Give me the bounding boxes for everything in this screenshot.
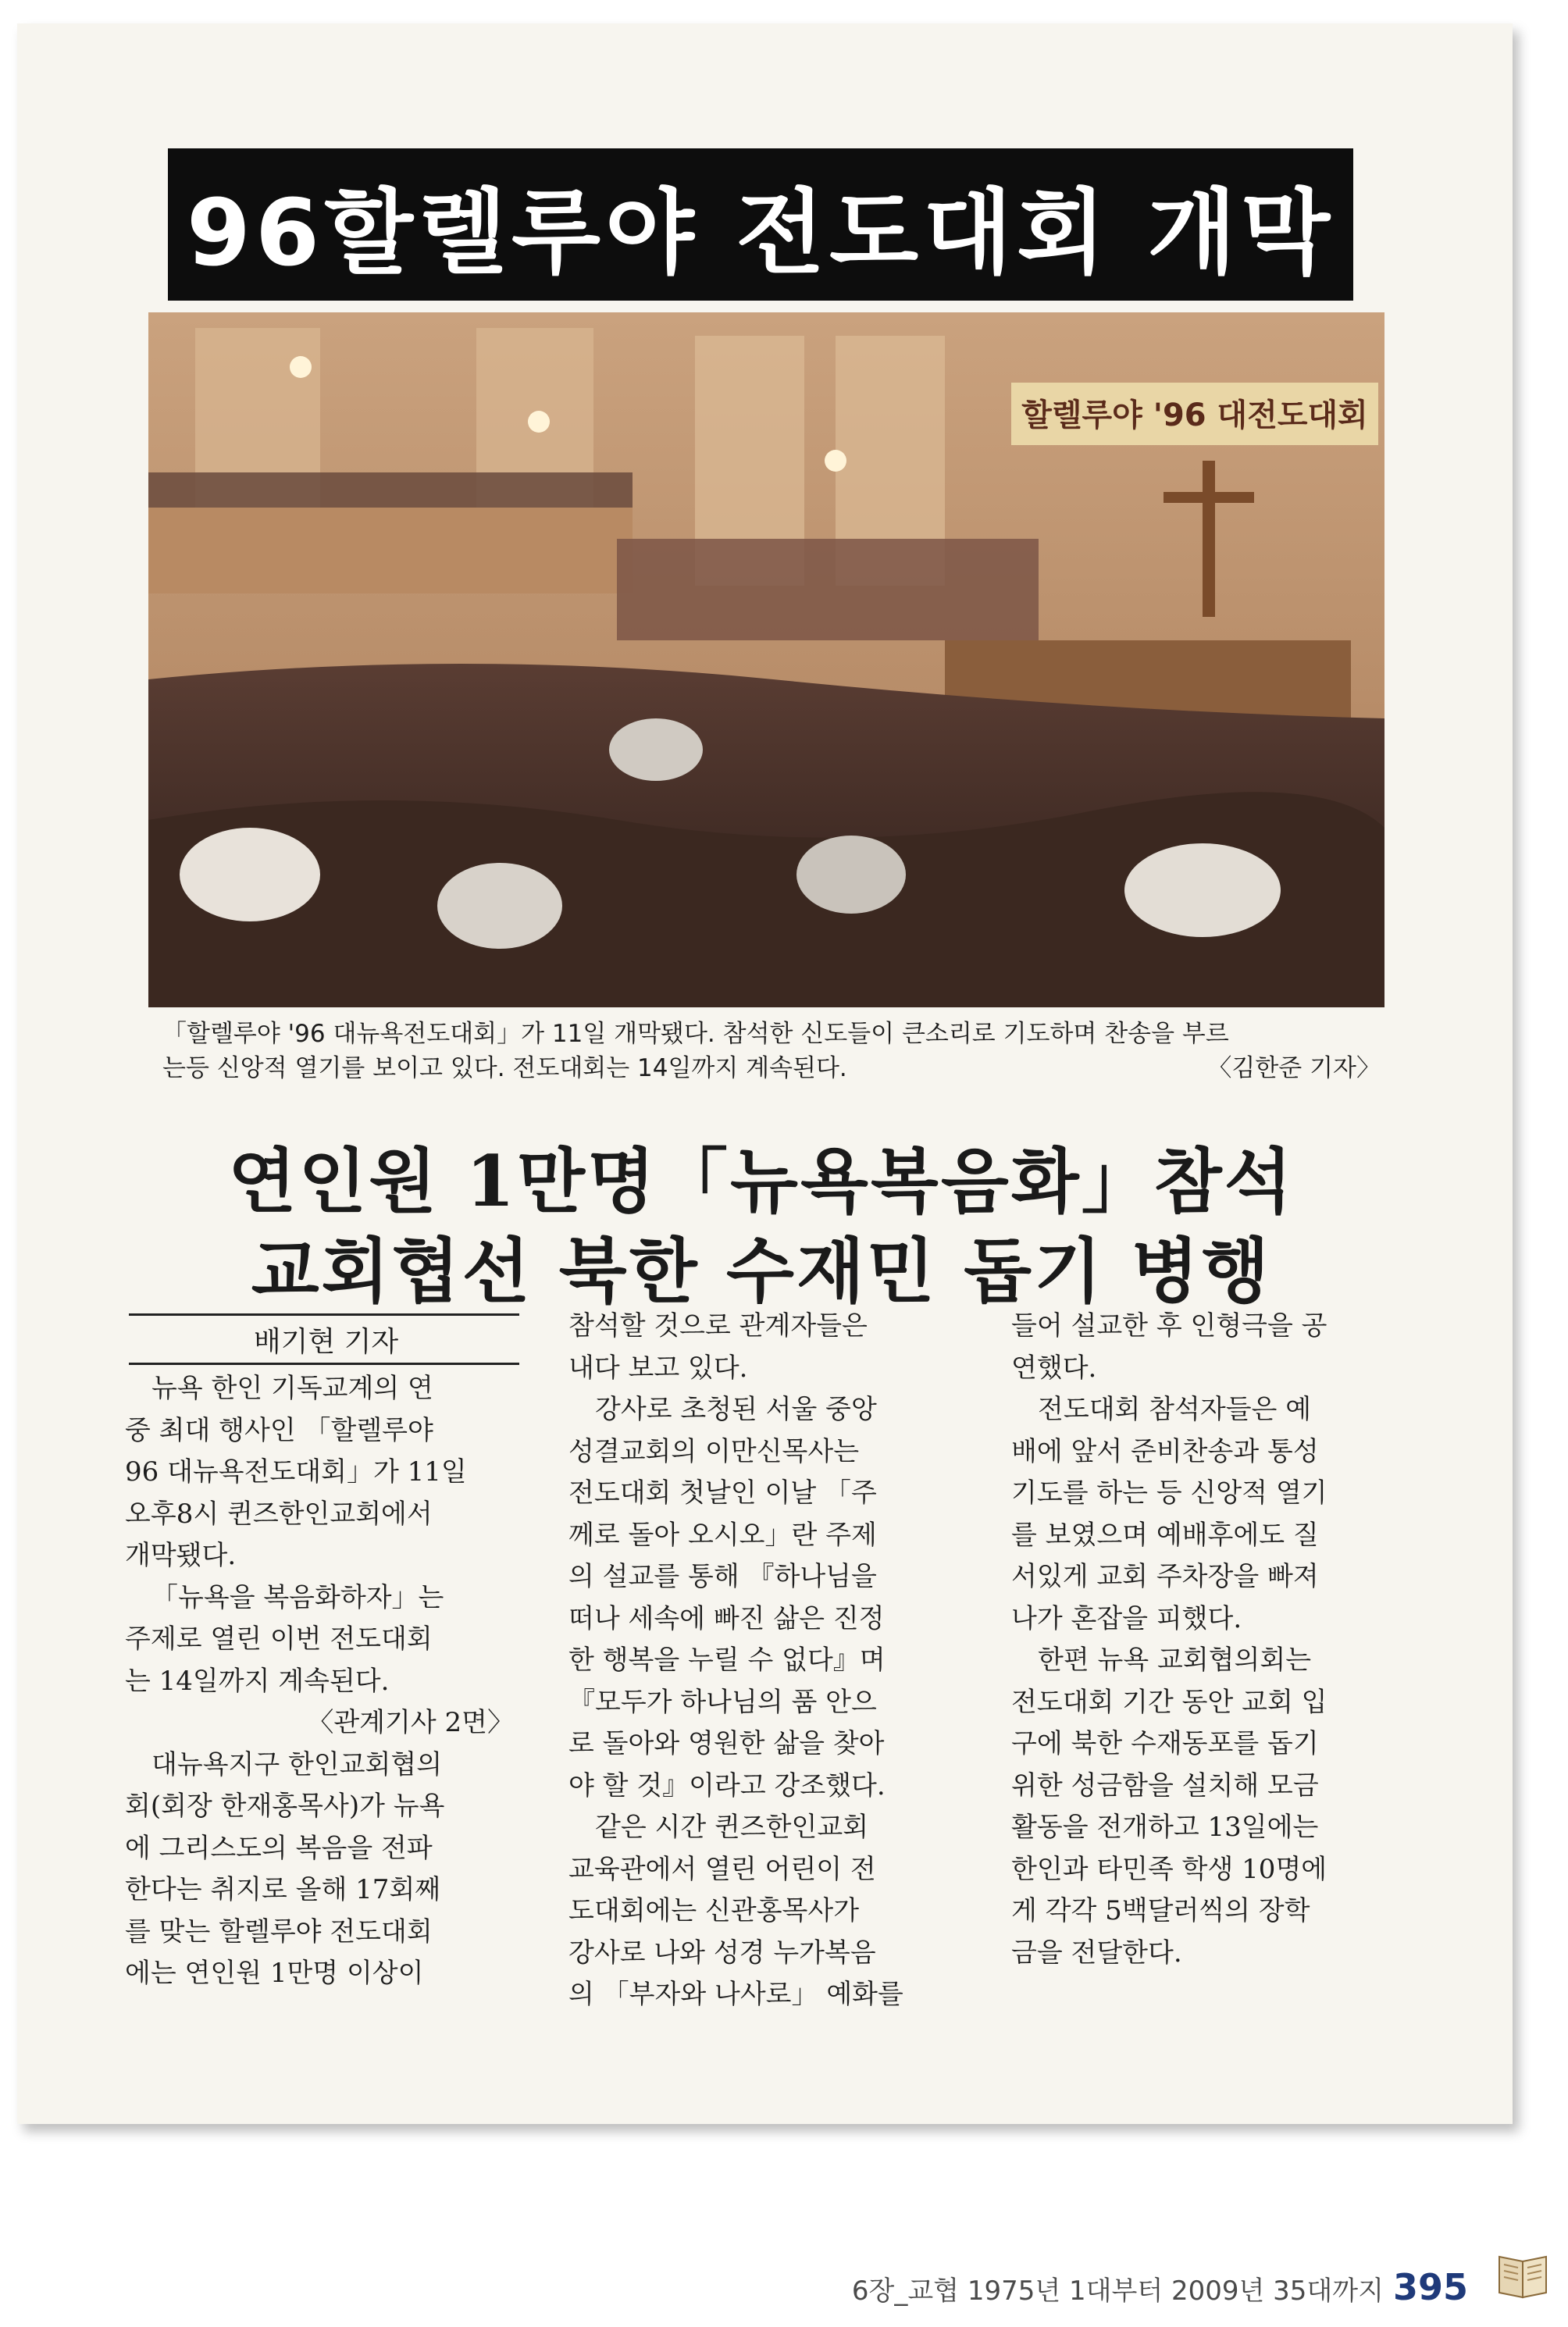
- text-line: 를 맞는 할렐루야 전도대회: [125, 1915, 433, 1947]
- headline-bar: [168, 148, 1353, 301]
- text-line: 에는 연인원 1만명 이상이: [125, 1958, 424, 1989]
- text-line: 한인과 타민족 학생 10명에: [1011, 1853, 1327, 1885]
- text-line: 성결교회의 이만신목사는: [568, 1435, 860, 1467]
- divider: [129, 1363, 519, 1365]
- photo-banner-text: 할렐루야 '96 대전도대회: [1021, 397, 1368, 433]
- text-line: 의 설교를 통해 『하나님을: [568, 1561, 877, 1592]
- text-line: 활동을 전개하고 13일에는: [1011, 1812, 1319, 1843]
- church-congregation-photo: [148, 312, 1384, 1007]
- text-line: 구에 북한 수재동포를 돕기: [1011, 1728, 1319, 1759]
- text-line: 96 대뉴욕전도대회」가 11일: [125, 1456, 467, 1488]
- subheadline: 연인원 1만명「뉴욕복음화」참석: [228, 1140, 1295, 1223]
- article-column-1: [125, 1368, 522, 1995]
- text-line: 교육관에서 열린 어린이 전: [568, 1853, 876, 1885]
- text-line: 나가 혼잡을 피했다.: [1011, 1602, 1242, 1634]
- page-number: 395: [1392, 2266, 1468, 2308]
- text-line: 연했다.: [1011, 1352, 1097, 1384]
- chapter-label: 6장_교협 1975년 1대부터 2009년 35대까지: [851, 2275, 1384, 2307]
- text-line: 들어 설교한 후 인형극을 공: [1011, 1310, 1327, 1342]
- text-line: 뉴욕 한인 기독교계의 연: [151, 1373, 433, 1404]
- text-line: 야 할 것』이라고 강조했다.: [568, 1769, 886, 1801]
- caption-line: 는등 신앙적 열기를 보이고 있다. 전도대회는 14일까지 계속된다.: [162, 1054, 847, 1082]
- text-line: 중 최대 행사인 「할렐루야: [125, 1414, 433, 1446]
- subheadline: 교회협선 북한 수재민 돕기 병행: [251, 1230, 1272, 1313]
- text-line: 「뉴욕을 복음화하자」는: [151, 1581, 444, 1613]
- text-line: 한편 뉴욕 교회협의회는: [1038, 1645, 1312, 1676]
- text-line: 전도대회 기간 동안 교회 입: [1011, 1686, 1327, 1718]
- text-line: 서있게 교회 주차장을 빠져: [1011, 1561, 1319, 1592]
- text-line: 강사로 초청된 서울 중앙: [595, 1394, 877, 1425]
- article-column-2: [568, 1306, 968, 2016]
- text-line: 도대회에는 신관홍목사가: [568, 1895, 860, 1926]
- text-line: 주제로 열린 이번 전도대회: [125, 1623, 433, 1655]
- text-line: 개막됐다.: [125, 1540, 237, 1571]
- headline: 96할렐루야 전도대회 개막: [186, 178, 1335, 287]
- text-line: 전도대회 첫날인 이날 「주: [568, 1477, 877, 1509]
- text-line: 게 각각 5백달러씩의 장학: [1011, 1895, 1310, 1926]
- photo-credit: 〈김한준 기자〉: [1207, 1054, 1381, 1082]
- text-line: 『모두가 하나님의 품 안으: [568, 1686, 877, 1718]
- text-line: 대뉴욕지구 한인교회협의: [151, 1748, 443, 1780]
- text-line: 같은 시간 퀸즈한인교회: [595, 1812, 869, 1843]
- text-line: 는 14일까지 계속된다.: [125, 1665, 390, 1697]
- caption-line: 「할렐루야 '96 대뉴욕전도대회」가 11일 개막됐다. 참석한 신도들이 큰소리로 기도하며 찬송을 부르: [162, 1020, 1229, 1048]
- text-line: 참석할 것으로 관계자들은: [568, 1310, 868, 1342]
- text-line: 강사로 나와 성경 누가복음: [568, 1937, 876, 1969]
- text-line: 오후8시 퀸즈한인교회에서: [125, 1498, 433, 1530]
- divider: [129, 1313, 519, 1316]
- text-line: 한다는 취지로 올해 17회째: [125, 1874, 441, 1905]
- text-line: 를 보였으며 예배후에도 질: [1011, 1519, 1319, 1551]
- text-line: 떠나 세속에 빠진 삶은 진정: [568, 1602, 885, 1634]
- text-line: 배에 앞서 준비찬송과 통성: [1011, 1435, 1319, 1467]
- text-line: 회(회장 한재홍목사)가 뉴욕: [125, 1791, 445, 1822]
- text-line: 전도대회 참석자들은 예: [1038, 1394, 1312, 1425]
- related-article-ref: 〈관계기사 2면〉: [307, 1707, 514, 1738]
- text-line: 금을 전달한다.: [1011, 1937, 1182, 1969]
- text-line: 로 돌아와 영원한 삶을 찾아: [568, 1728, 885, 1759]
- article-column-3: [1011, 1306, 1409, 1974]
- page-footer: [852, 2266, 1468, 2308]
- text-line: 기도를 하는 등 신앙적 열기: [1011, 1477, 1327, 1509]
- byline: 배기현 기자: [253, 1326, 399, 1358]
- text-line: 께로 돌아 오시오」란 주제: [568, 1519, 877, 1551]
- news-photo: [148, 312, 1384, 1007]
- text-line: 에 그리스도의 복음을 전파: [125, 1832, 433, 1864]
- text-line: 내다 보고 있다.: [568, 1352, 748, 1384]
- book-icon: [1495, 2249, 1551, 2302]
- text-line: 한 행복을 누릴 수 없다』며: [568, 1645, 886, 1676]
- text-line: 의 「부자와 나사로」 예화를: [568, 1979, 903, 2010]
- photo-caption: [162, 1017, 1381, 1085]
- text-line: 위한 성금함을 설치해 모금: [1011, 1769, 1319, 1801]
